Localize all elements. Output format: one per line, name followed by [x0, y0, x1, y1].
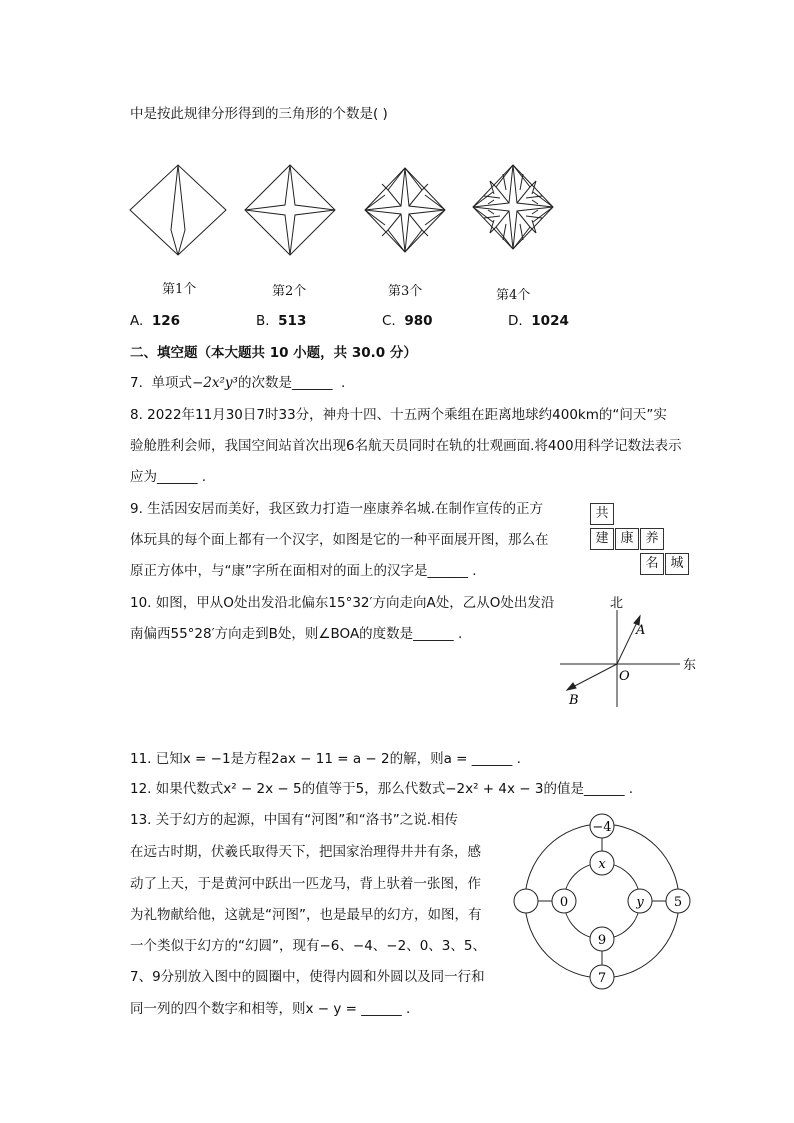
circle-right-outer: 5 [673, 895, 683, 910]
label-a: A [636, 623, 646, 638]
question-10-line-1: 10. 如图，甲从O处出发沿北偏东15°32′方向走向A处，乙从O处出发沿 [130, 595, 555, 611]
question-12: 12. 如果代数式x² − 2x − 5的值等于5，那么代数式−2x² + 4x − 3的值是______ . [130, 781, 634, 797]
q6-tail: 中是按此规律分形得到的三角形的个数是( ) [130, 106, 388, 122]
question-8-line-3: 应为______ . [130, 469, 207, 485]
fractal-caption-1: 第1个 [162, 282, 197, 297]
question-13-line-1: 13. 关于幻方的起源，中国有“河图”和“洛书”之说.相传 [130, 812, 459, 828]
question-9-line-2: 体玩具的每个面上都有一个汉字，如图是它的一种平面展开图，那么在 [130, 532, 549, 548]
fractal-caption-4: 第4个 [496, 288, 531, 303]
circle-inner-right: y [636, 895, 644, 910]
option-b[interactable]: B. 513 [256, 313, 307, 329]
label-east: 东 [683, 658, 697, 673]
label-o: O [619, 669, 630, 684]
option-c[interactable]: C. 980 [382, 313, 433, 329]
fractal-figure-2 [245, 165, 335, 255]
question-13-line-5: 一个类似于幻方的“幻圆”，现有−6、−4、−2、0、3、5、 [130, 938, 486, 954]
option-d[interactable]: D. 1024 [508, 313, 569, 329]
question-8-line-2: 验舱胜利会师，我国空间站首次出现6名航天员同时在轨的壮观画面.将400用科学记数法表示 [130, 438, 682, 454]
circle-bottom: 7 [597, 971, 607, 986]
net-cell-kang: 康 [615, 528, 639, 550]
circle-top: −4 [592, 820, 612, 835]
fractal-caption-2: 第2个 [272, 284, 307, 299]
label-north: 北 [610, 596, 624, 611]
question-10-line-2: 南偏西55°28′方向走到B处，则∠BOA的度数是______ . [130, 626, 463, 642]
question-13-line-7: 同一列的四个数字和相等，则x − y = ______ . [130, 1001, 411, 1017]
question-13-line-4: 为礼物献给他，这就是“河图”，也是最早的幻方，如图，有 [130, 907, 482, 923]
section-heading: 二、填空题（本大题共 10 小题，共 30.0 分） [130, 345, 417, 361]
magic-circle-diagram [508, 812, 698, 994]
direction-diagram [555, 592, 705, 712]
fractal-figure-3 [365, 168, 445, 252]
question-13-line-6: 7、9分别放入图中的圆圈中，使得内圆和外圆以及同一行和 [130, 969, 485, 985]
question-8-line-1: 8. 2022年11月30日7时33分，神舟十四、十五两个乘组在距离地球约400km的“问天”实 [130, 407, 667, 423]
net-cell-cheng: 城 [665, 553, 689, 575]
option-a[interactable]: A. 126 [130, 313, 181, 329]
net-cell-yang: 养 [640, 528, 664, 550]
circle-inner-top: x [598, 857, 606, 872]
question-13-line-2: 在远古时期，伏羲氏取得天下，把国家治理得井井有条，感 [130, 844, 481, 860]
fractal-figures [125, 160, 565, 260]
net-cell-gong: 共 [590, 503, 614, 525]
question-13-line-3: 动了上天，于是黄河中跃出一匹龙马，背上驮着一张图，作 [130, 876, 481, 892]
question-9-line-1: 9. 生活因安居而美好，我区致力打造一座康养名城.在制作宣传的正方 [130, 501, 543, 517]
fractal-figure-1 [130, 165, 226, 255]
circle-inner-bottom: 9 [597, 933, 607, 948]
question-11: 11. 已知x = −1是方程2ax − 11 = a − 2的解，则a = ______ . [130, 751, 521, 767]
question-9-line-3: 原正方体中，与“康”字所在面相对的面上的汉字是______ . [130, 563, 477, 579]
net-cell-ming: 名 [640, 553, 664, 575]
fractal-figure-4 [473, 165, 553, 249]
fractal-caption-3: 第3个 [388, 284, 423, 299]
question-7: 7. 单项式−2x²y³的次数是______ . [130, 375, 346, 391]
circle-inner-left: 0 [559, 895, 569, 910]
net-cell-jian: 建 [590, 528, 614, 550]
label-b: B [569, 693, 579, 708]
